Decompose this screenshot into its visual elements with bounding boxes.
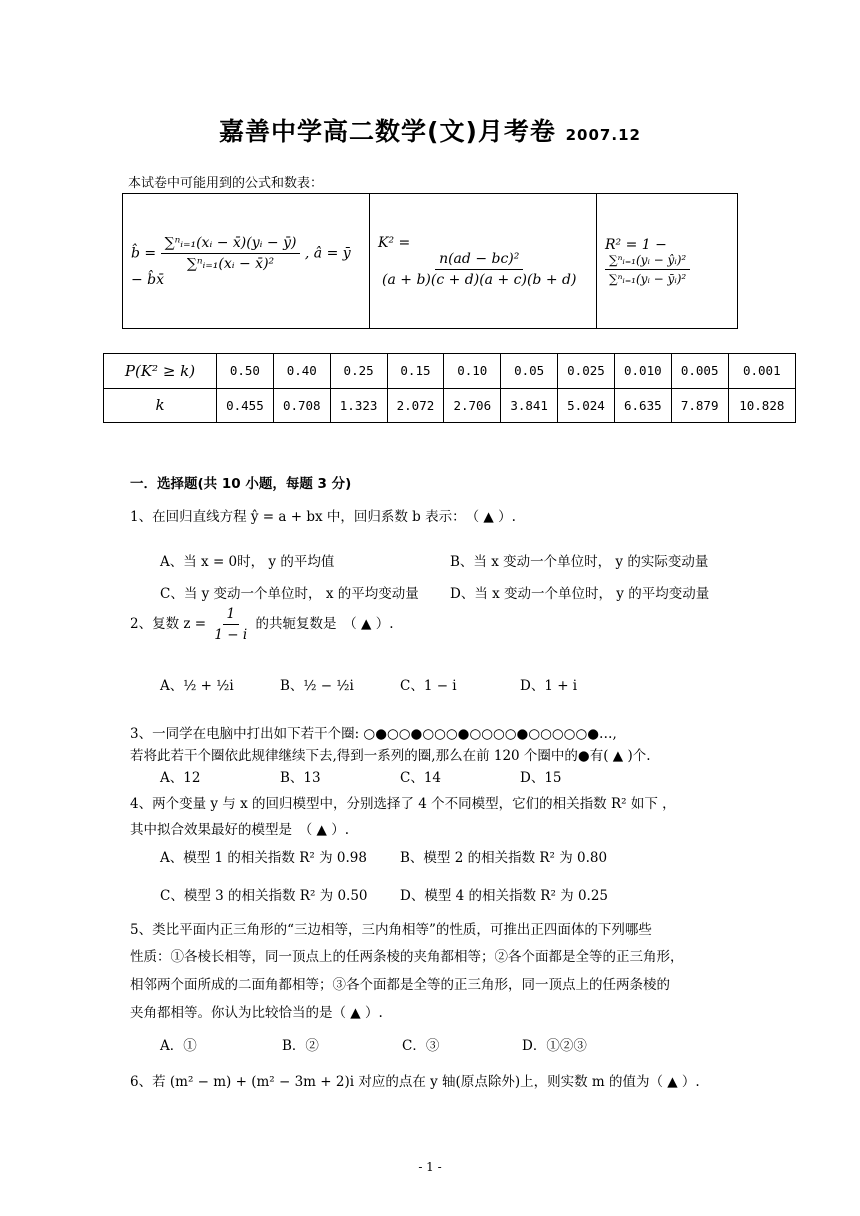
- table-cell: 0.25: [330, 354, 387, 389]
- table-cell: 2.072: [387, 388, 444, 423]
- b-hat-denominator: ∑ⁿᵢ₌₁(xᵢ − x̄)²: [186, 255, 275, 272]
- question-2-option-b: B、½ − ½i: [280, 678, 354, 694]
- q2-denominator: 1 − i: [214, 627, 248, 643]
- table-cell: 2.706: [444, 388, 501, 423]
- question-2-option-c: C、1 − i: [400, 678, 457, 694]
- question-3-option-a: A、12: [160, 770, 201, 786]
- table-cell: 7.879: [671, 388, 728, 423]
- question-4-option-b: B、模型 2 的相关指数 R² 为 0.80: [400, 850, 608, 866]
- question-4-line-2: 其中拟合效果最好的模型是 （ ▲ ）.: [130, 822, 350, 838]
- formula-b-hat: [123, 194, 370, 329]
- question-4-line-1: 4、两个变量 y 与 x 的回归模型中，分别选择了 4 个不同模型，它们的相关指数 R² 如下 ，: [130, 796, 676, 812]
- question-1-option-c: C、当 y 变动一个单位时， x 的平均变动量: [160, 586, 419, 602]
- q2-fraction: [210, 606, 251, 643]
- table-cell: 0.005: [671, 354, 728, 389]
- b-hat-left: b̂ =: [131, 245, 157, 261]
- title-date: 2007.12: [565, 126, 641, 144]
- title-text: 嘉善中学高二数学(文)月考卷: [219, 117, 556, 146]
- table-cell: 0.40: [273, 354, 330, 389]
- k2-left: K² =: [378, 234, 411, 251]
- table-cell: 0.455: [217, 388, 274, 423]
- table-cell: 0.025: [558, 354, 615, 389]
- r2-fraction: [605, 253, 690, 286]
- table-cell: 0.50: [217, 354, 274, 389]
- table-cell: 0.15: [387, 354, 444, 389]
- table-cell: 10.828: [728, 388, 795, 423]
- table-cell: 5.024: [558, 388, 615, 423]
- r2-left: R² = 1 −: [605, 236, 667, 253]
- question-4-option-c: C、模型 3 的相关指数 R² 为 0.50: [160, 888, 368, 904]
- k2-numerator: n(ad − bc)²: [435, 251, 523, 270]
- question-3-line-1: 3、一同学在电脑中打出如下若干个圈: ○●○○●○○○●○○○○●○○○○○●…,: [130, 726, 617, 742]
- question-2-option-d: D、1 + i: [520, 678, 578, 694]
- question-1-option-b: B、当 x 变动一个单位时， y 的实际变动量: [450, 554, 709, 570]
- question-6-stem: 6、若 (m² − m) + (m² − 3m + 2)i 对应的点在 y 轴(原点除外)上，则实数 m 的值为（ ▲ ）.: [130, 1074, 700, 1090]
- table-row: [104, 388, 796, 423]
- question-5-option-b: B．②: [282, 1038, 319, 1054]
- q2-pre: 2、复数 z =: [130, 616, 207, 632]
- table-cell: 1.323: [330, 388, 387, 423]
- question-3-option-b: B、13: [280, 770, 321, 786]
- row-label-p: P(K² ≥ k): [104, 354, 217, 389]
- b-hat-fraction: [161, 235, 301, 272]
- question-4-option-d: D、模型 4 的相关指数 R² 为 0.25: [400, 888, 609, 904]
- table-cell: 0.05: [501, 354, 558, 389]
- q2-post: 的共轭复数是 （ ▲ ）.: [255, 616, 394, 632]
- formula-r2: [597, 194, 738, 329]
- section-heading: 一．选择题(共 10 小题，每题 3 分): [130, 476, 352, 492]
- question-1-option-d: D、当 x 变动一个单位时， y 的平均变动量: [450, 586, 710, 602]
- question-5-option-d: D．①②③: [522, 1038, 587, 1054]
- table-cell: 0.708: [273, 388, 330, 423]
- formula-k2: [370, 194, 597, 329]
- question-3-option-c: C、14: [400, 770, 442, 786]
- table-cell: 6.635: [614, 388, 671, 423]
- a-hat-formula: , â = ȳ − b̂x̄: [131, 245, 351, 288]
- question-5-option-c: C．③: [402, 1038, 440, 1054]
- question-5-line-4: 夹角都相等。你认为比较恰当的是（ ▲ ）.: [130, 1005, 383, 1021]
- question-3-line-2: 若将此若干个圈依此规律继续下去,得到一系列的圈,那么在前 120 个圈中的●有( ▲ )个.: [130, 748, 651, 764]
- question-2-option-a: A、½ + ½i: [160, 678, 234, 694]
- table-row: [104, 354, 796, 389]
- formula-table: [122, 193, 738, 329]
- question-5-line-2: 性质：①各棱长相等，同一顶点上的任两条棱的夹角都相等；②各个面都是全等的正三角形，: [130, 949, 684, 965]
- question-2-stem: [130, 606, 394, 643]
- r2-denominator: ∑ⁿᵢ₌₁(yᵢ − ȳᵢ)²: [609, 271, 687, 286]
- k2-denominator: (a + b)(c + d)(a + c)(b + d): [382, 271, 577, 288]
- page-number: - 1 -: [418, 1160, 442, 1174]
- b-hat-numerator: ∑ⁿᵢ₌₁(xᵢ − x̄)(yᵢ − ȳ): [161, 235, 301, 254]
- table-cell: 3.841: [501, 388, 558, 423]
- table-cell: 0.001: [728, 354, 795, 389]
- question-3-option-d: D、15: [520, 770, 562, 786]
- question-5-line-3: 相邻两个面所成的二面角都相等；③各个面都是全等的正三角形，同一顶点上的任两条棱的: [130, 977, 670, 993]
- question-4-option-a: A、模型 1 的相关指数 R² 为 0.98: [160, 850, 367, 866]
- r2-numerator: ∑ⁿᵢ₌₁(yᵢ − ŷᵢ)²: [605, 253, 690, 270]
- question-1-stem: 1、在回归直线方程 ŷ = a + bx 中，回归系数 b 表示： （ ▲ ）.: [130, 509, 516, 525]
- table-cell: 0.010: [614, 354, 671, 389]
- question-5-line-1: 5、类比平面内正三角形的“三边相等，三内角相等”的性质，可推出正四面体的下列哪些: [130, 922, 652, 938]
- q2-numerator: 1: [223, 606, 240, 625]
- question-1-option-a: A、当 x = 0时， y 的平均值: [160, 554, 335, 570]
- table-cell: 0.10: [444, 354, 501, 389]
- row-label-k: k: [104, 388, 217, 423]
- question-5-option-a: A．①: [160, 1038, 197, 1054]
- k2-fraction: [378, 251, 580, 288]
- critical-value-table: [103, 353, 796, 423]
- page-title: [0, 112, 860, 148]
- intro-text: 本试卷中可能用到的公式和数表：: [128, 176, 324, 191]
